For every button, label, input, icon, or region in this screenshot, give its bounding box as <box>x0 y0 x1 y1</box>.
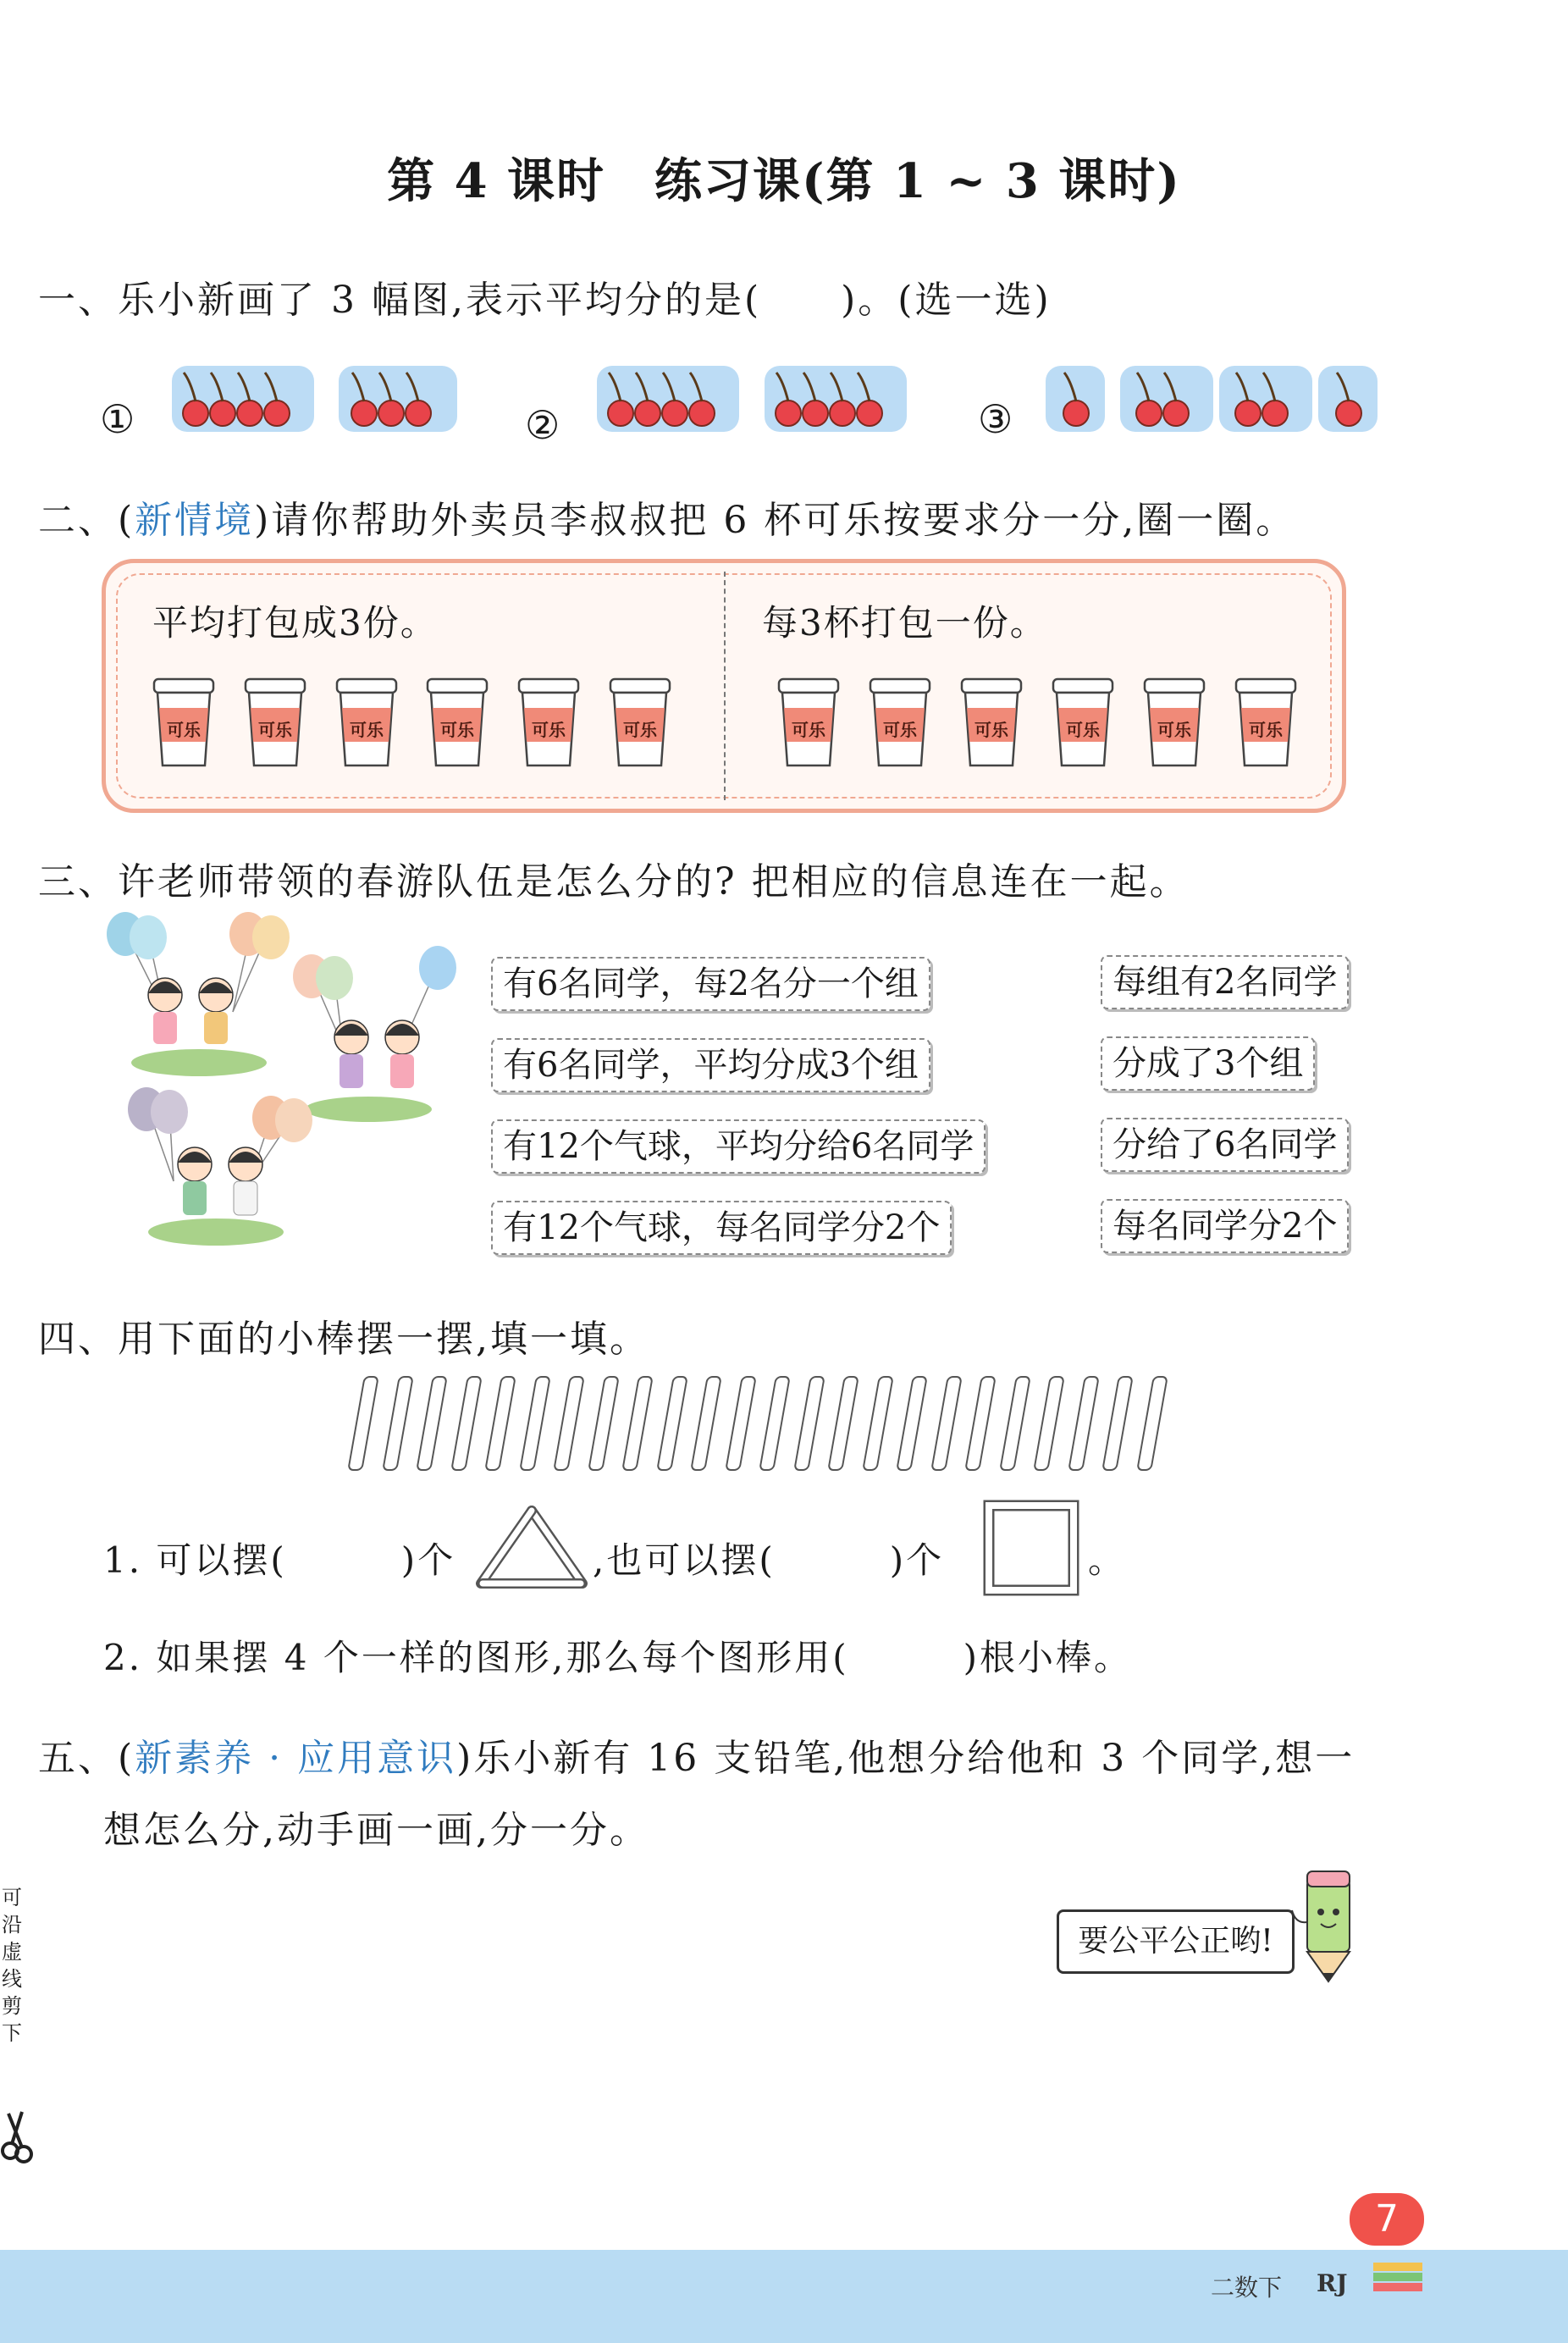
counting-stick[interactable] <box>382 1376 414 1471</box>
book-label: 二数下 <box>1211 2274 1283 2302</box>
sub-question-1-part-a: 1. 可以摆( )个 <box>103 1539 456 1581</box>
cherry-group <box>1318 366 1378 432</box>
counting-stick[interactable] <box>416 1376 448 1471</box>
speech-bubble: 要公平公正哟! <box>1057 1909 1295 1974</box>
cherry-group <box>1120 366 1213 432</box>
right-info-4[interactable]: 每名同学分2个 <box>1101 1199 1349 1253</box>
cola-cup[interactable] <box>869 677 931 769</box>
cola-label: 可乐 <box>1249 720 1283 740</box>
counting-stick[interactable] <box>1101 1376 1134 1471</box>
counting-stick[interactable] <box>725 1376 757 1471</box>
cherries-icon <box>1219 366 1312 432</box>
question-4: 四、用下面的小棒摆一摆,填一填。 <box>38 1318 649 1361</box>
counting-stick[interactable] <box>999 1376 1031 1471</box>
page-number-badge: 7 <box>1350 2193 1424 2246</box>
cola-cup[interactable] <box>777 677 840 769</box>
left-info-3[interactable]: 有12个气球，平均分给6名同学 <box>491 1119 986 1174</box>
cola-cup[interactable] <box>960 677 1023 769</box>
cherry-icon <box>1318 366 1378 432</box>
sub-question-2: 2. 如果摆 4 个一样的图形,那么每个图形用( )根小棒。 <box>103 1637 1132 1678</box>
cola-cup[interactable] <box>517 677 580 769</box>
question-2-text: )请你帮助外卖员李叔叔把 6 杯可乐按要求分一分,圈一圈。 <box>254 499 1296 542</box>
counting-stick[interactable] <box>1068 1376 1100 1471</box>
cola-label: 可乐 <box>258 720 292 740</box>
sub-question-1 <box>103 1533 455 1583</box>
counting-stick[interactable] <box>588 1376 620 1471</box>
cherry-group <box>172 366 314 432</box>
question-1: 一、乐小新画了 3 幅图,表示平均分的是( )。(选一选) <box>38 279 1052 322</box>
cola-label: 可乐 <box>883 720 917 740</box>
cola-label: 可乐 <box>167 720 201 740</box>
left-info-1[interactable]: 有6名同学，每2名分一个组 <box>491 957 930 1011</box>
option-2-number: ② <box>525 402 560 448</box>
cola-label: 可乐 <box>1066 720 1100 740</box>
left-info-2[interactable]: 有6名同学，平均分成3个组 <box>491 1038 930 1092</box>
right-info-2[interactable]: 分成了3个组 <box>1101 1036 1315 1091</box>
cola-label: 可乐 <box>623 720 657 740</box>
counting-stick[interactable] <box>484 1376 516 1471</box>
edition-label: RJ <box>1317 2269 1348 2297</box>
triangle-sticks-icon <box>476 1506 588 1590</box>
cola-cup[interactable] <box>426 677 489 769</box>
counting-stick[interactable] <box>690 1376 722 1471</box>
right-info-3[interactable]: 分给了6名同学 <box>1101 1118 1349 1172</box>
counting-stick[interactable] <box>621 1376 654 1471</box>
option-3-number: ③ <box>978 396 1013 442</box>
counting-stick[interactable] <box>656 1376 688 1471</box>
left-instruction: 平均打包成3份。 <box>152 602 438 644</box>
counting-stick[interactable] <box>827 1376 859 1471</box>
right-info-1[interactable]: 每组有2名同学 <box>1101 955 1349 1009</box>
tag-new-literacy: 新素养 · 应用意识 <box>135 1737 457 1780</box>
cola-label: 可乐 <box>1157 720 1191 740</box>
option-1-number: ① <box>100 396 135 442</box>
cherries-icon <box>172 366 314 432</box>
counting-stick[interactable] <box>347 1376 379 1471</box>
cherry-group <box>339 366 457 432</box>
question-5-text: )乐小新有 16 支铅笔,他想分给他和 3 个同学,想一 <box>456 1737 1355 1780</box>
cola-label: 可乐 <box>440 720 474 740</box>
cola-cup[interactable] <box>609 677 671 769</box>
panel-divider <box>724 572 726 800</box>
sub-question-1-part-c: 。 <box>1088 1539 1127 1581</box>
square-sticks-icon <box>980 1497 1082 1599</box>
counting-stick[interactable] <box>930 1376 963 1471</box>
cola-cup[interactable] <box>1052 677 1114 769</box>
sub-question-1-part-b: ,也可以摆( )个 <box>593 1539 945 1581</box>
question-5 <box>38 1727 1355 1782</box>
pencil-mascot-icon <box>1289 1854 1369 1986</box>
counting-stick[interactable] <box>450 1376 483 1471</box>
question-5-prefix: 五、( <box>38 1737 135 1780</box>
question-3: 三、许老师带领的春游队伍是怎么分的? 把相应的信息连在一起。 <box>38 860 1190 903</box>
counting-stick[interactable] <box>553 1376 585 1471</box>
cherries-icon <box>765 366 907 432</box>
question-2-prefix: 二、( <box>38 499 135 542</box>
cola-cup[interactable] <box>335 677 398 769</box>
children-balloons-illustration <box>97 910 470 1257</box>
counting-stick[interactable] <box>896 1376 928 1471</box>
cola-label: 可乐 <box>974 720 1008 740</box>
question-5-line-2: 想怎么分,动手画一画,分一分。 <box>103 1809 649 1852</box>
counting-stick[interactable] <box>793 1376 825 1471</box>
cherries-icon <box>1120 366 1213 432</box>
cola-cup[interactable] <box>152 677 215 769</box>
cherries-icon <box>597 366 739 432</box>
cola-label: 可乐 <box>350 720 384 740</box>
scissors-icon <box>0 2108 34 2168</box>
counting-stick[interactable] <box>862 1376 894 1471</box>
page-title: 第 4 课时 练习课(第 1 ~ 3 课时) <box>387 153 1181 209</box>
cherry-icon <box>1046 366 1105 432</box>
cherries-icon <box>339 366 457 432</box>
cola-cup[interactable] <box>1234 677 1297 769</box>
cherry-group <box>597 366 739 432</box>
question-2 <box>38 489 1295 544</box>
cherry-group <box>1046 366 1105 432</box>
right-instruction: 每3杯打包一份。 <box>762 602 1047 644</box>
cut-along-line-note: 可沿虚线剪下 <box>2 1886 22 2045</box>
counting-stick[interactable] <box>519 1376 551 1471</box>
cherry-group <box>1219 366 1312 432</box>
cola-label: 可乐 <box>792 720 825 740</box>
left-info-4[interactable]: 有12个气球，每名同学分2个 <box>491 1201 952 1255</box>
counting-stick[interactable] <box>964 1376 997 1471</box>
counting-stick[interactable] <box>1136 1376 1168 1471</box>
cherry-group <box>765 366 907 432</box>
tag-new-scenario: 新情境 <box>135 499 255 542</box>
cola-label: 可乐 <box>532 720 566 740</box>
cola-cup[interactable] <box>244 677 306 769</box>
books-stack-icon <box>1372 2259 1426 2296</box>
counting-stick[interactable] <box>1033 1376 1065 1471</box>
cola-cup[interactable] <box>1143 677 1206 769</box>
counting-stick[interactable] <box>759 1376 791 1471</box>
